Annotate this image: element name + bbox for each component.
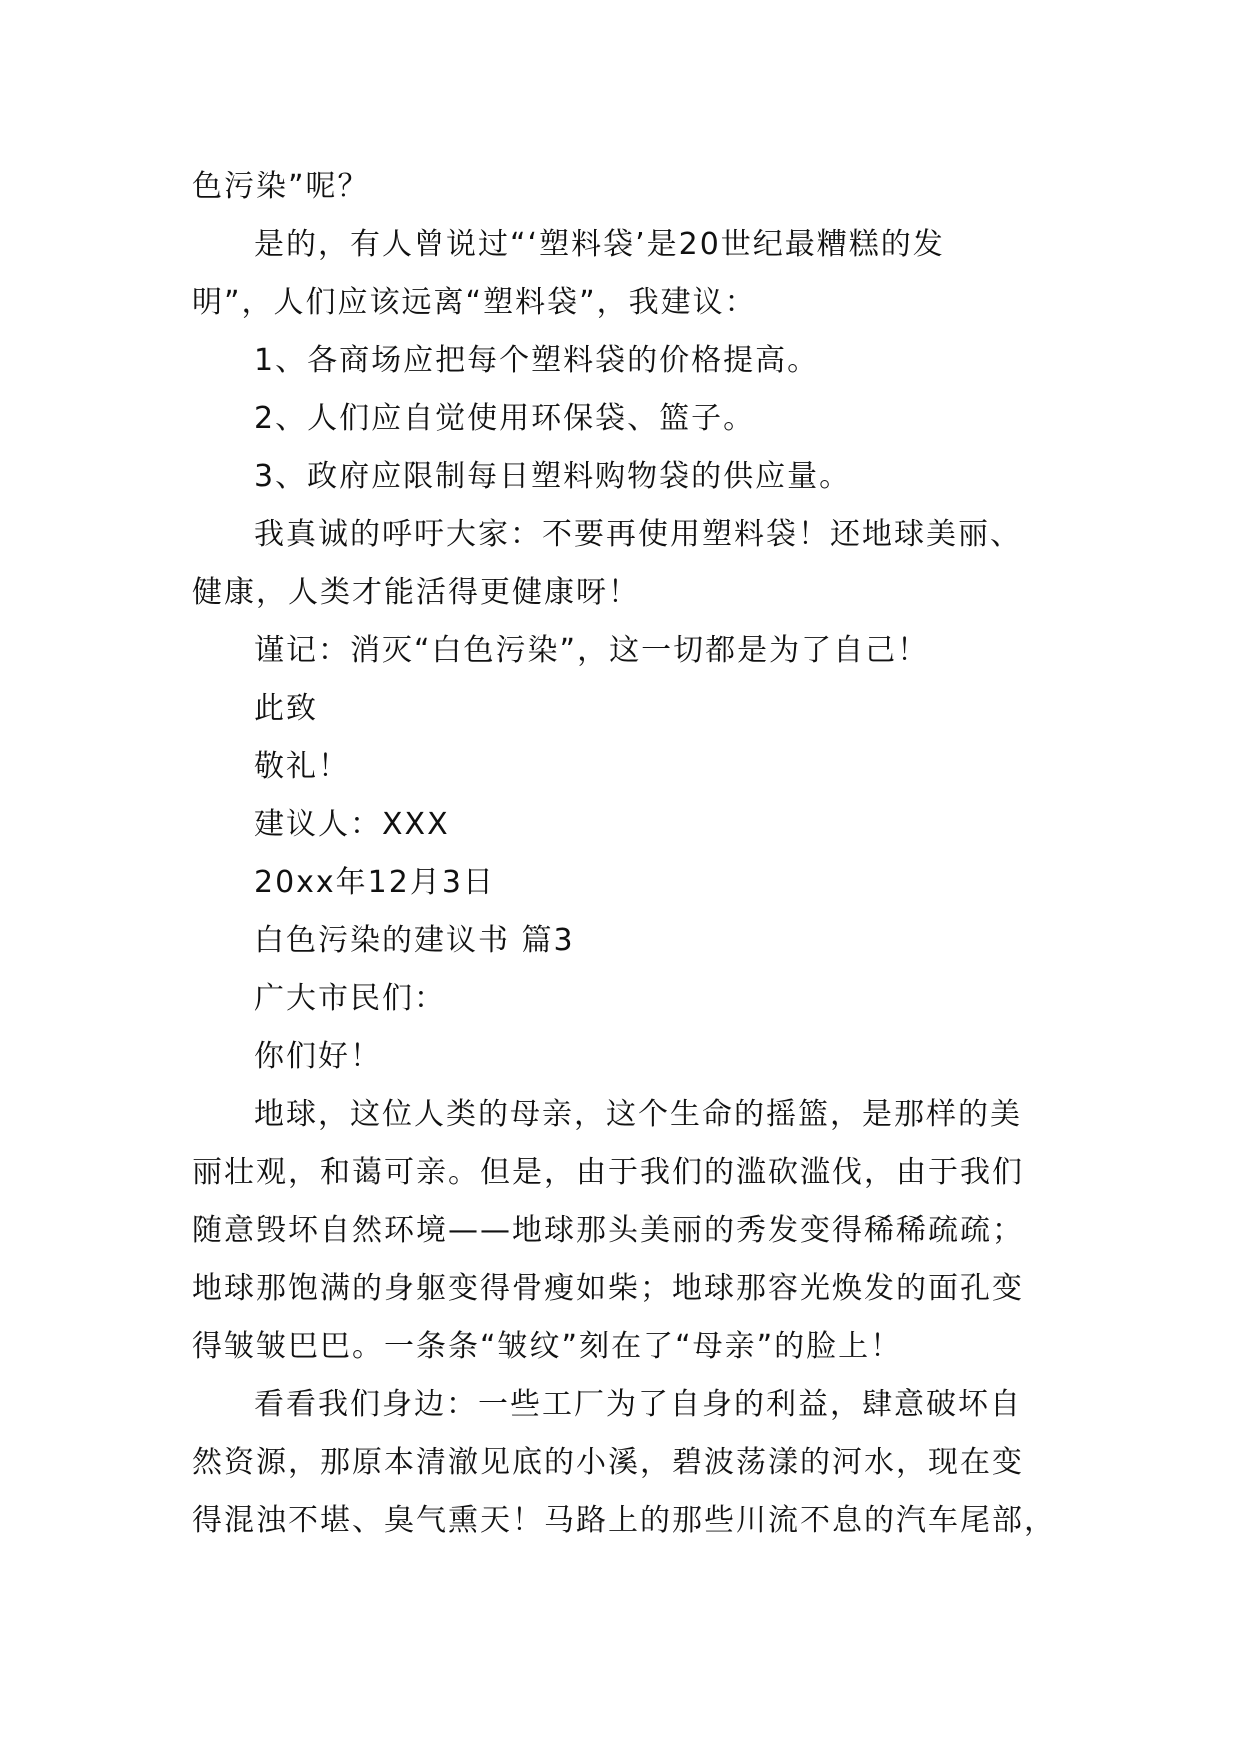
text-line: 看看我们身边：一些工厂为了自身的利益，肆意破坏自 [254, 1387, 1022, 1422]
closing-line: 敬礼！ [254, 749, 350, 784]
text-line: 我真诚的呼吁大家：不要再使用塑料袋！还地球美丽、 [254, 517, 1022, 552]
closing-line: 此致 [254, 691, 318, 726]
text-line: 是的，有人曾说过“‘塑料袋’是20世纪最糟糕的发 [254, 227, 945, 262]
text-line: 地球，这位人类的母亲，这个生命的摇篮，是那样的美 [254, 1097, 1022, 1132]
list-item: 2、人们应自觉使用环保袋、篮子。 [254, 401, 756, 436]
section-title: 白色污染的建议书 篇3 [254, 923, 575, 958]
list-item: 3、政府应限制每日塑料购物袋的供应量。 [254, 459, 852, 494]
text-line: 得混浊不堪、臭气熏天！马路上的那些川流不息的汽车尾部， [192, 1503, 1056, 1538]
text-line: 然资源，那原本清澈见底的小溪，碧波荡漾的河水，现在变 [192, 1445, 1024, 1480]
text-line: 谨记：消灭“白色污染”，这一切都是为了自己！ [254, 633, 930, 668]
greeting: 你们好！ [254, 1039, 382, 1074]
text-line: 明”，人们应该远离“塑料袋”，我建议： [192, 285, 757, 320]
text-line: 健康，人类才能活得更健康呀！ [192, 575, 640, 610]
text-line: 色污染”呢？ [192, 169, 370, 204]
text-line: 地球那饱满的身躯变得骨瘦如柴；地球那容光焕发的面孔变 [192, 1271, 1024, 1306]
text-line: 丽壮观，和蔼可亲。但是，由于我们的滥砍滥伐，由于我们 [192, 1155, 1024, 1190]
salutation: 广大市民们： [254, 981, 446, 1016]
list-item: 1、各商场应把每个塑料袋的价格提高。 [254, 343, 820, 378]
text-line: 随意毁坏自然环境——地球那头美丽的秀发变得稀稀疏疏； [192, 1213, 1024, 1248]
date-line: 20xx年12月3日 [254, 865, 495, 900]
signature-line: 建议人：XXX [254, 807, 450, 842]
text-line: 得皱皱巴巴。一条条“皱纹”刻在了“母亲”的脸上！ [192, 1329, 903, 1364]
document-body [192, 158, 1062, 1550]
